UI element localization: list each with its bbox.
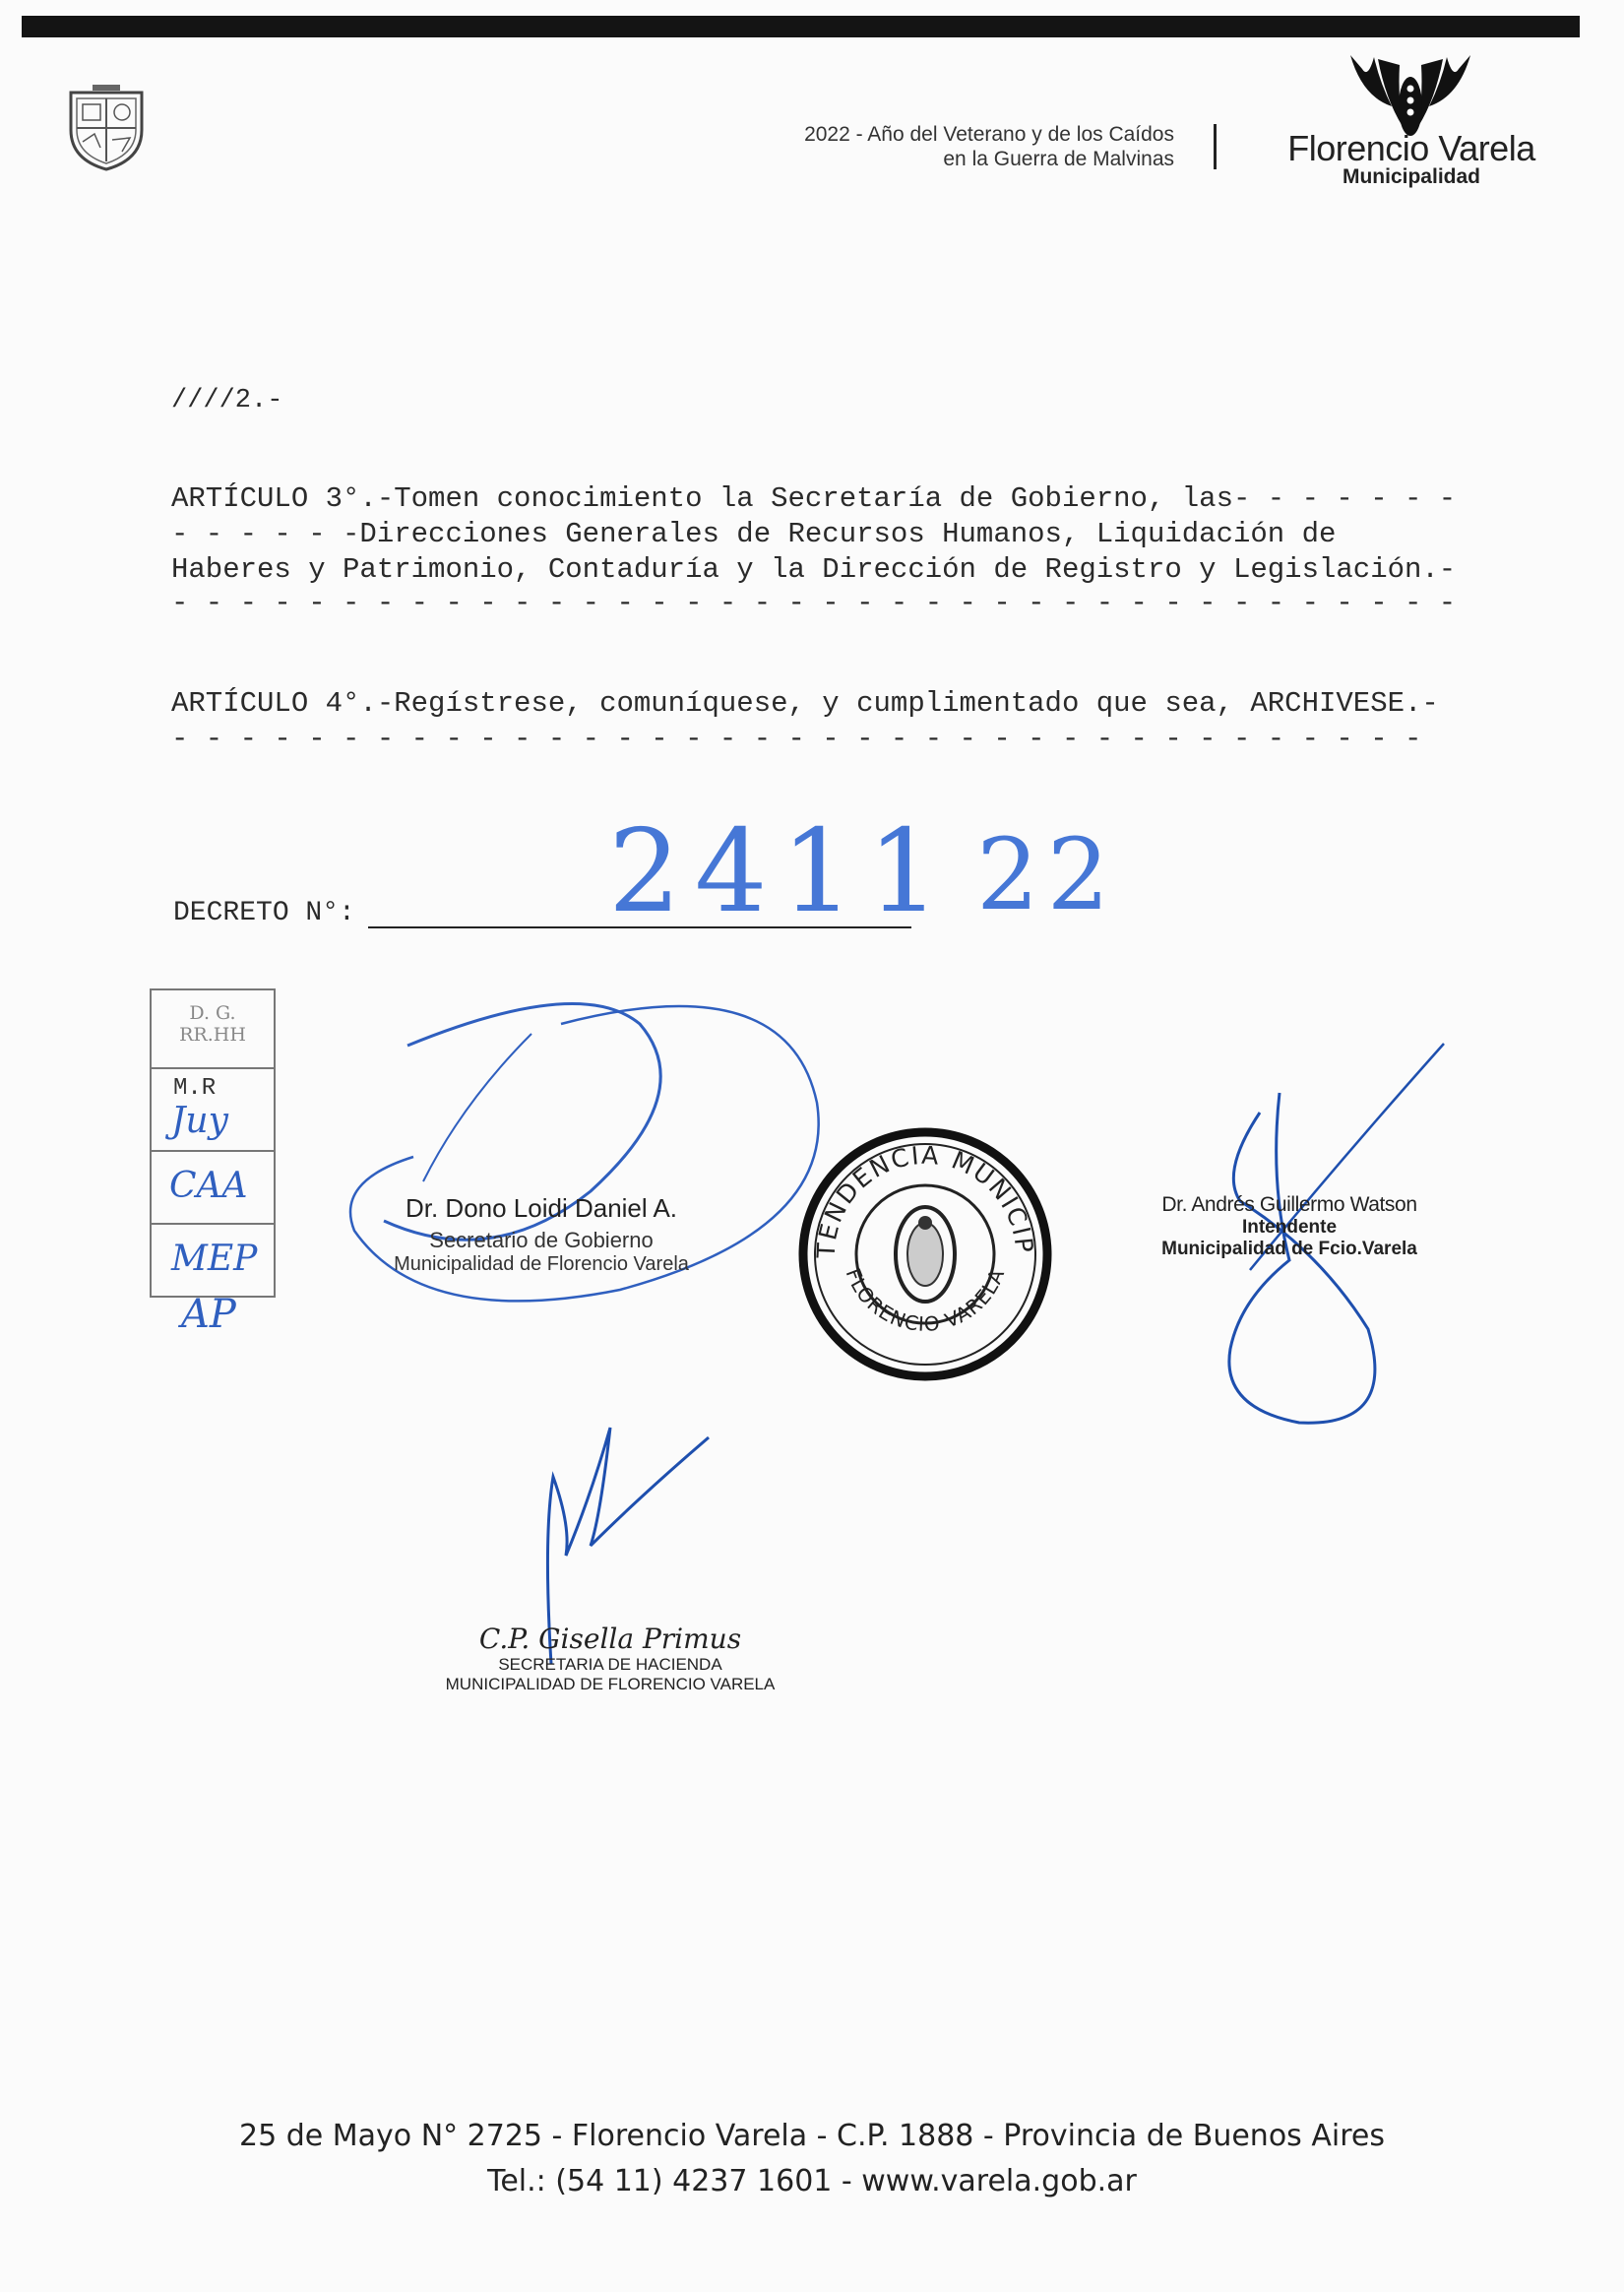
routing-box-header bbox=[152, 990, 274, 1069]
hacienda-signer-role: SECRETARIA DE HACIENDA bbox=[498, 1655, 722, 1674]
routing-row-3 bbox=[152, 1225, 274, 1294]
article-3-line-1: ARTÍCULO 3°.-Tomen conocimiento la Secretaría de Gobierno, las- - - - - - - bbox=[171, 482, 1457, 515]
gobierno-signer-org: Municipalidad de Florencio Varela bbox=[394, 1253, 689, 1275]
routing-initial-4: AP bbox=[181, 1292, 236, 1337]
motto-line-2: en la Guerra de Malvinas bbox=[943, 148, 1174, 170]
routing-row-mr bbox=[152, 1069, 274, 1152]
gobierno-signature-block bbox=[354, 1193, 728, 1276]
page-reference: ////2.- bbox=[171, 386, 283, 415]
brand-block bbox=[1264, 130, 1559, 187]
decreto-year: 22 bbox=[976, 817, 1118, 932]
hacienda-signature-block bbox=[423, 1623, 797, 1694]
routing-row-2 bbox=[152, 1152, 274, 1225]
florencio-varela-logo-icon bbox=[1341, 49, 1480, 138]
routing-header-line-1: D. G. bbox=[189, 1002, 236, 1024]
article-3-line-3: Haberes y Patrimonio, Contaduría y la Dirección de Registro y Legislación.- bbox=[171, 553, 1457, 586]
motto-text bbox=[804, 122, 1174, 171]
seal-bottom-text: FLORENCIO VARELA bbox=[841, 1264, 1010, 1337]
hacienda-signer-org: MUNICIPALIDAD DE FLORENCIO VARELA bbox=[445, 1675, 776, 1693]
top-black-bar bbox=[22, 16, 1580, 37]
decreto-number: 2411 bbox=[608, 805, 955, 938]
decreto-label: DECRETO N°: bbox=[173, 898, 355, 928]
hacienda-signer-name: C.P. Gisella Primus bbox=[478, 1623, 742, 1655]
motto-line-1: 2022 - Año del Veterano y de los Caídos bbox=[804, 123, 1174, 146]
brand-subtitle: Municipalidad bbox=[1342, 165, 1480, 188]
article-3-dash-line: - - - - - - - - - - - - - - - - - - - - - - - - - - - - - - - - - - - - - - bbox=[171, 587, 1457, 619]
routing-initial-2: CAA bbox=[169, 1166, 248, 1206]
footer-contact: Tel.: (54 11) 4237 1601 - www.varela.gob.ar bbox=[487, 2164, 1137, 2198]
routing-box bbox=[150, 988, 276, 1298]
intendente-signer-role: Intendente bbox=[1241, 1217, 1338, 1238]
header-divider bbox=[1214, 124, 1217, 169]
seal-top-text: INTENDENCIA MUNICIPAL bbox=[777, 1084, 1039, 1259]
brand-name: Florencio Varela bbox=[1287, 128, 1535, 168]
routing-initial-3: MEP bbox=[171, 1239, 258, 1279]
gobierno-signer-name: Dr. Dono Loidi Daniel A. bbox=[405, 1193, 678, 1223]
intendente-signer-name: Dr. Andrés Guillermo Watson bbox=[1161, 1193, 1417, 1216]
footer-address: 25 de Mayo N° 2725 - Florencio Varela - C.P. 1888 - Provincia de Buenos Aires bbox=[239, 2119, 1385, 2153]
municipal-crest-icon bbox=[65, 83, 148, 171]
article-4-dash-line: - - - - - - - - - - - - - - - - - - - - - - - - - - - - - - - - - - - - - bbox=[171, 723, 1422, 755]
routing-initial-1: Juy bbox=[171, 1101, 228, 1141]
routing-row-label: M.R bbox=[173, 1075, 217, 1102]
intendente-signature-block bbox=[1132, 1193, 1447, 1260]
gobierno-signer-role: Secretario de Gobierno bbox=[429, 1228, 654, 1252]
intendente-signer-org: Municipalidad de Fcio.Varela bbox=[1161, 1239, 1417, 1259]
article-3-line-2: - - - - - -Direcciones Generales de Recursos Humanos, Liquidación de bbox=[171, 518, 1337, 550]
routing-header-line-2: RR.HH bbox=[179, 1024, 246, 1046]
article-4-line-1: ARTÍCULO 4°.-Regístrese, comuníquese, y cumplimentado que sea, ARCHIVESE.- bbox=[171, 687, 1439, 720]
intendencia-seal-stamp bbox=[777, 1084, 1063, 1392]
